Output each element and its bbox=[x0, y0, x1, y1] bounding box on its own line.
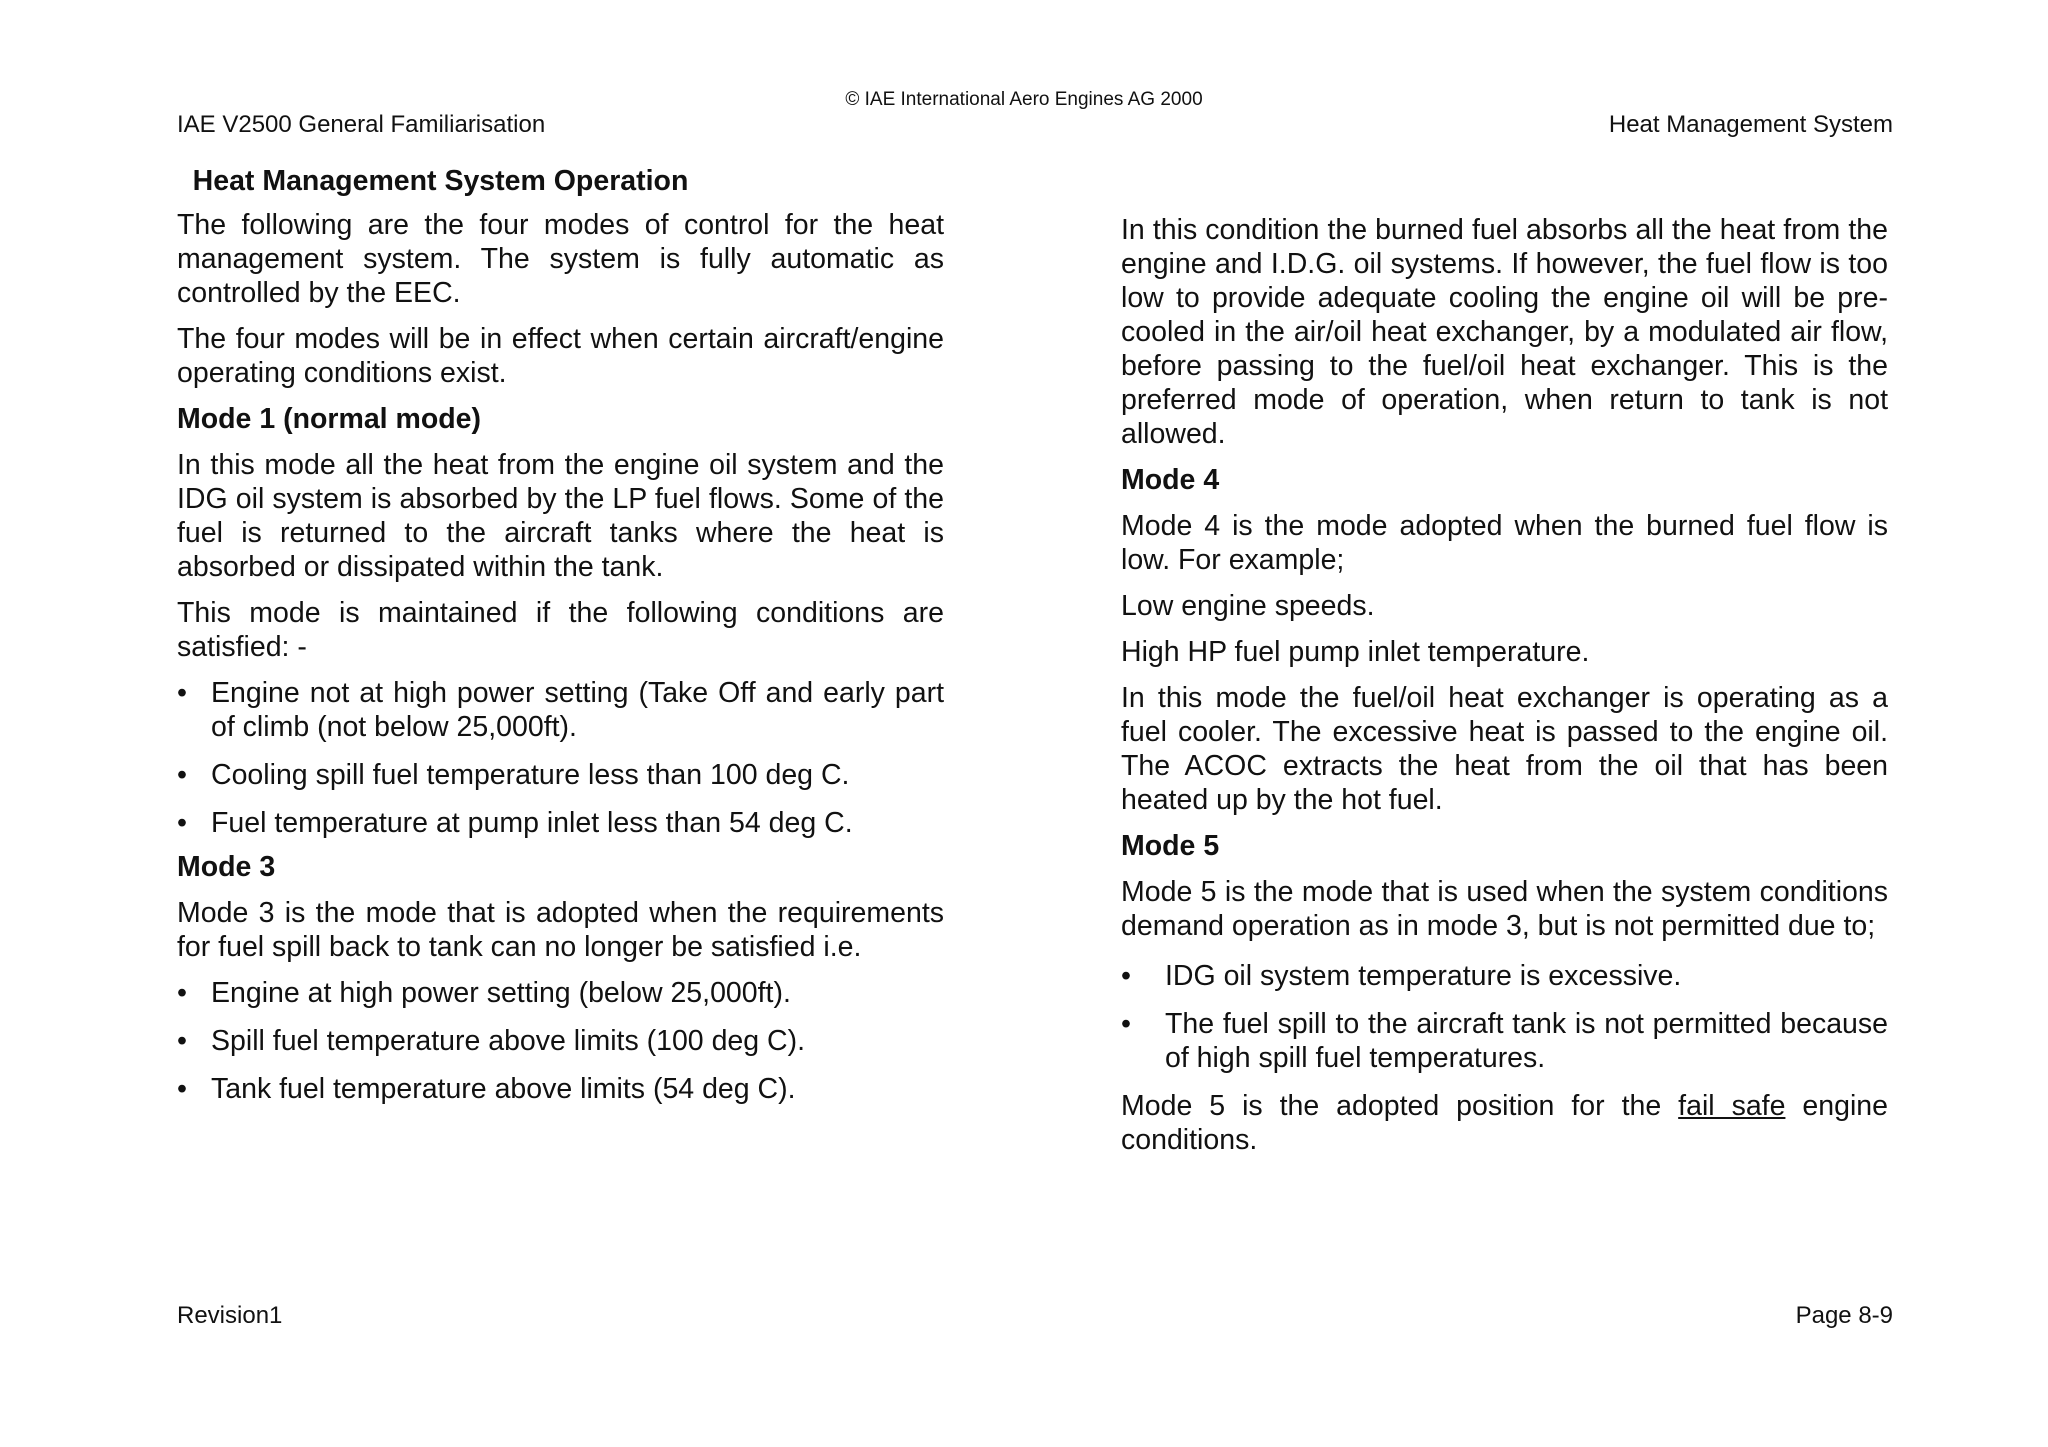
fail-safe-note-post: engine conditions. bbox=[1121, 1090, 1888, 1156]
page-title: Heat Management System Operation bbox=[192, 165, 689, 197]
fail-safe-term: fail safe bbox=[1678, 1090, 1786, 1122]
modes-paragraph: The four modes will be in effect when certain aircraft/engine operating conditions exist. bbox=[177, 323, 944, 389]
mode5-heading: Mode 5 bbox=[1121, 830, 1220, 862]
list-item: • Engine not at high power setting (Take Off and early part of climb (not below 25,000ft). bbox=[177, 676, 944, 744]
fail-safe-note-pre: Mode 5 is the adopted position for the bbox=[1121, 1090, 1679, 1122]
document-title-header: IAE V2500 General Familiarisation bbox=[177, 111, 546, 138]
list-item: • Tank fuel temperature above limits (54 deg C). bbox=[177, 1072, 944, 1106]
list-item: • Fuel temperature at pump inlet less than 54 deg C. bbox=[177, 806, 944, 840]
list-item: • The fuel spill to the aircraft tank is not permitted because of high spill fuel temperatures. bbox=[1121, 1007, 1888, 1075]
page-number-footer: Page 8-9 bbox=[1795, 1302, 1893, 1329]
mode4-example-1: Low engine speeds. bbox=[1121, 590, 1375, 622]
mode5-description: Mode 5 is the mode that is used when the system conditions demand operation as in mode 3, but is not permitted due to; bbox=[1121, 876, 1888, 942]
mode4-heading: Mode 4 bbox=[1121, 464, 1220, 496]
mode4-description: Mode 4 is the mode adopted when the burned fuel flow is low. For example; bbox=[1121, 510, 1888, 576]
mode4-example-2: High HP fuel pump inlet temperature. bbox=[1121, 636, 1590, 668]
right-column bbox=[1121, 213, 1888, 1169]
mode3-conditions-list bbox=[177, 976, 944, 1106]
mode5-conditions-list bbox=[1121, 959, 1888, 1075]
mode1-conditions-list bbox=[177, 676, 944, 840]
mode4-explanation: In this mode the fuel/oil heat exchanger is operating as a fuel cooler. The excessive heat is passed to the engine oil. The ACOC extracts the heat from the oil that has been heated up by the hot fuel. bbox=[1121, 682, 1888, 816]
intro-paragraph: The following are the four modes of control for the heat management system. The system is fully automatic as controlled by the EEC. bbox=[177, 209, 944, 309]
list-item: • IDG oil system temperature is excessive. bbox=[1121, 959, 1888, 993]
mode3-heading: Mode 3 bbox=[177, 851, 276, 883]
copyright-header: © IAE International Aero Engines AG 2000 bbox=[845, 89, 1203, 110]
mode1-conditions-intro: This mode is maintained if the following conditions are satisfied: - bbox=[177, 597, 944, 663]
mode3-description: Mode 3 is the mode that is adopted when the requirements for fuel spill back to tank can no longer be satisfied i.e. bbox=[177, 897, 944, 963]
mode5-fail-safe-note bbox=[1121, 1089, 1888, 1157]
mode1-heading: Mode 1 (normal mode) bbox=[177, 403, 482, 435]
section-title-header: Heat Management System bbox=[1608, 111, 1893, 138]
list-item: • Engine at high power setting (below 25,000ft). bbox=[177, 976, 944, 1010]
revision-footer: Revision1 bbox=[177, 1302, 283, 1329]
list-item: • Cooling spill fuel temperature less than 100 deg C. bbox=[177, 758, 944, 792]
list-item: • Spill fuel temperature above limits (100 deg C). bbox=[177, 1024, 944, 1058]
mode3-continuation: In this condition the burned fuel absorbs all the heat from the engine and I.D.G. oil systems. If however, the fuel flow is too low to provide adequate cooling the engine oil will be pre-cooled in the air/oil heat exchanger, by a modulated air flow, before passing to the fuel/oil heat exchanger. This is the preferred mode of operation, when return to tank is not allowed. bbox=[1121, 214, 1888, 450]
mode1-description: In this mode all the heat from the engine oil system and the IDG oil system is absorbed by the LP fuel flows. Some of the fuel is returned to the aircraft tanks where the heat is absorbed or dissipated within the tank. bbox=[177, 449, 944, 583]
left-column bbox=[177, 164, 944, 1120]
